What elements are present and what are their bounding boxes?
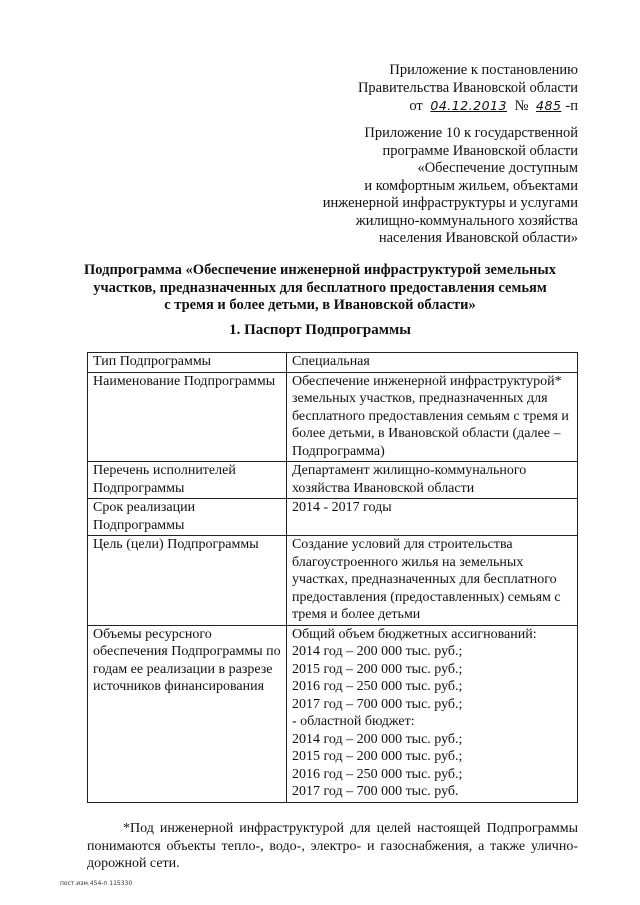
funding-line: Общий объем бюджетных ассигнований:	[291, 626, 537, 642]
appendix10-line: «Обеспечение доступным	[417, 160, 578, 176]
funding-line: 2015 год – 200 000 тыс. руб.;	[291, 749, 463, 764]
table-row	[88, 372, 578, 462]
appendix10-line: жилищно-коммунального хозяйства	[355, 212, 578, 229]
row-value: Создание условий для строительства благоустроенного жилья на земельных участках, предназначенных для бесплатного предоставления (предоставленных) семьям с тремя и более детьми	[286, 536, 577, 626]
table-row	[88, 462, 578, 499]
appendix-header	[278, 62, 578, 116]
row-value: 2014 - 2017 годы	[286, 499, 577, 536]
document-stamp: пост.изм.454-п 115330	[60, 880, 133, 887]
number-label: №	[514, 98, 529, 114]
funding-line: 2015 год – 200 000 тыс. руб.;	[291, 661, 463, 677]
row-value: Специальная	[286, 353, 577, 373]
funding-line: 2014 год – 200 000 тыс. руб.;	[291, 644, 463, 659]
funding-line: 2017 год – 700 000 тыс. руб.;	[291, 696, 463, 712]
subprogram-title	[70, 262, 570, 315]
appendix10-line: программе Ивановской области	[382, 142, 578, 159]
row-value: Обеспечение инженерной инфраструктурой* земельных участков, предназначенных для бесплатного предоставления семьям с тремя и более детьми, в Ивановской области (далее – Подпрограмма)	[286, 372, 577, 462]
appendix10-line: инженерной инфраструктуры и услугами	[322, 195, 578, 211]
appendix-line: Приложение к постановлению	[389, 62, 578, 78]
from-label: от	[409, 98, 423, 114]
funding-line: 2017 год – 700 000 тыс. руб.	[291, 784, 459, 799]
title-line: Подпрограмма «Обеспечение инженерной инфраструктурой земельных	[84, 262, 556, 278]
funding-line: 2016 год – 250 000 тыс. руб.;	[291, 766, 463, 782]
appendix10-line: и комфортным жильем, объектами	[364, 177, 578, 194]
funding-line: 2014 год – 200 000 тыс. руб.;	[291, 731, 463, 747]
footnote: *Под инженерной инфраструктурой для целей настоящей Подпрограммы понимаются объекты тепло-, водо-, электро- и газоснабжения, а также улично-дорожной сети.	[87, 821, 578, 871]
row-key: Наименование Подпрограммы	[88, 372, 287, 462]
number-suffix: -п	[565, 98, 578, 114]
row-value: Департамент жилищно-коммунального хозяйства Ивановской области	[286, 462, 577, 499]
row-key: Перечень исполнителей Подпрограммы	[88, 462, 287, 499]
table-row	[88, 353, 578, 373]
table-row	[88, 536, 578, 626]
funding-details	[286, 625, 577, 802]
passport-table	[87, 352, 578, 803]
decree-date: 04.12.2013	[430, 98, 507, 113]
row-key: Тип Подпрограммы	[88, 353, 287, 373]
row-key: Цель (цели) Подпрограммы	[88, 536, 287, 626]
decree-number: 485	[536, 98, 562, 113]
appendix10-header	[278, 125, 578, 248]
appendix-line: Правительства Ивановской области	[357, 79, 578, 96]
appendix10-line: Приложение 10 к государственной	[364, 125, 578, 141]
title-line: участков, предназначенных для бесплатного предоставления семьям	[93, 279, 547, 296]
row-key: Срок реализации Подпрограммы	[88, 499, 287, 536]
appendix10-line: населения Ивановской области»	[378, 230, 578, 246]
title-line: с тремя и более детьми, в Ивановской области»	[164, 297, 476, 313]
decree-reference	[278, 97, 578, 116]
funding-line: - областной бюджет:	[291, 714, 415, 729]
row-key: Объемы ресурсного обеспечения Подпрограммы по годам ее реализации в разрезе источников финансирования	[88, 625, 287, 802]
funding-line: 2016 год – 250 000 тыс. руб.;	[291, 679, 463, 694]
section-heading: 1. Паспорт Подпрограммы	[229, 322, 411, 338]
table-row	[88, 499, 578, 536]
table-row-funding	[88, 625, 578, 802]
